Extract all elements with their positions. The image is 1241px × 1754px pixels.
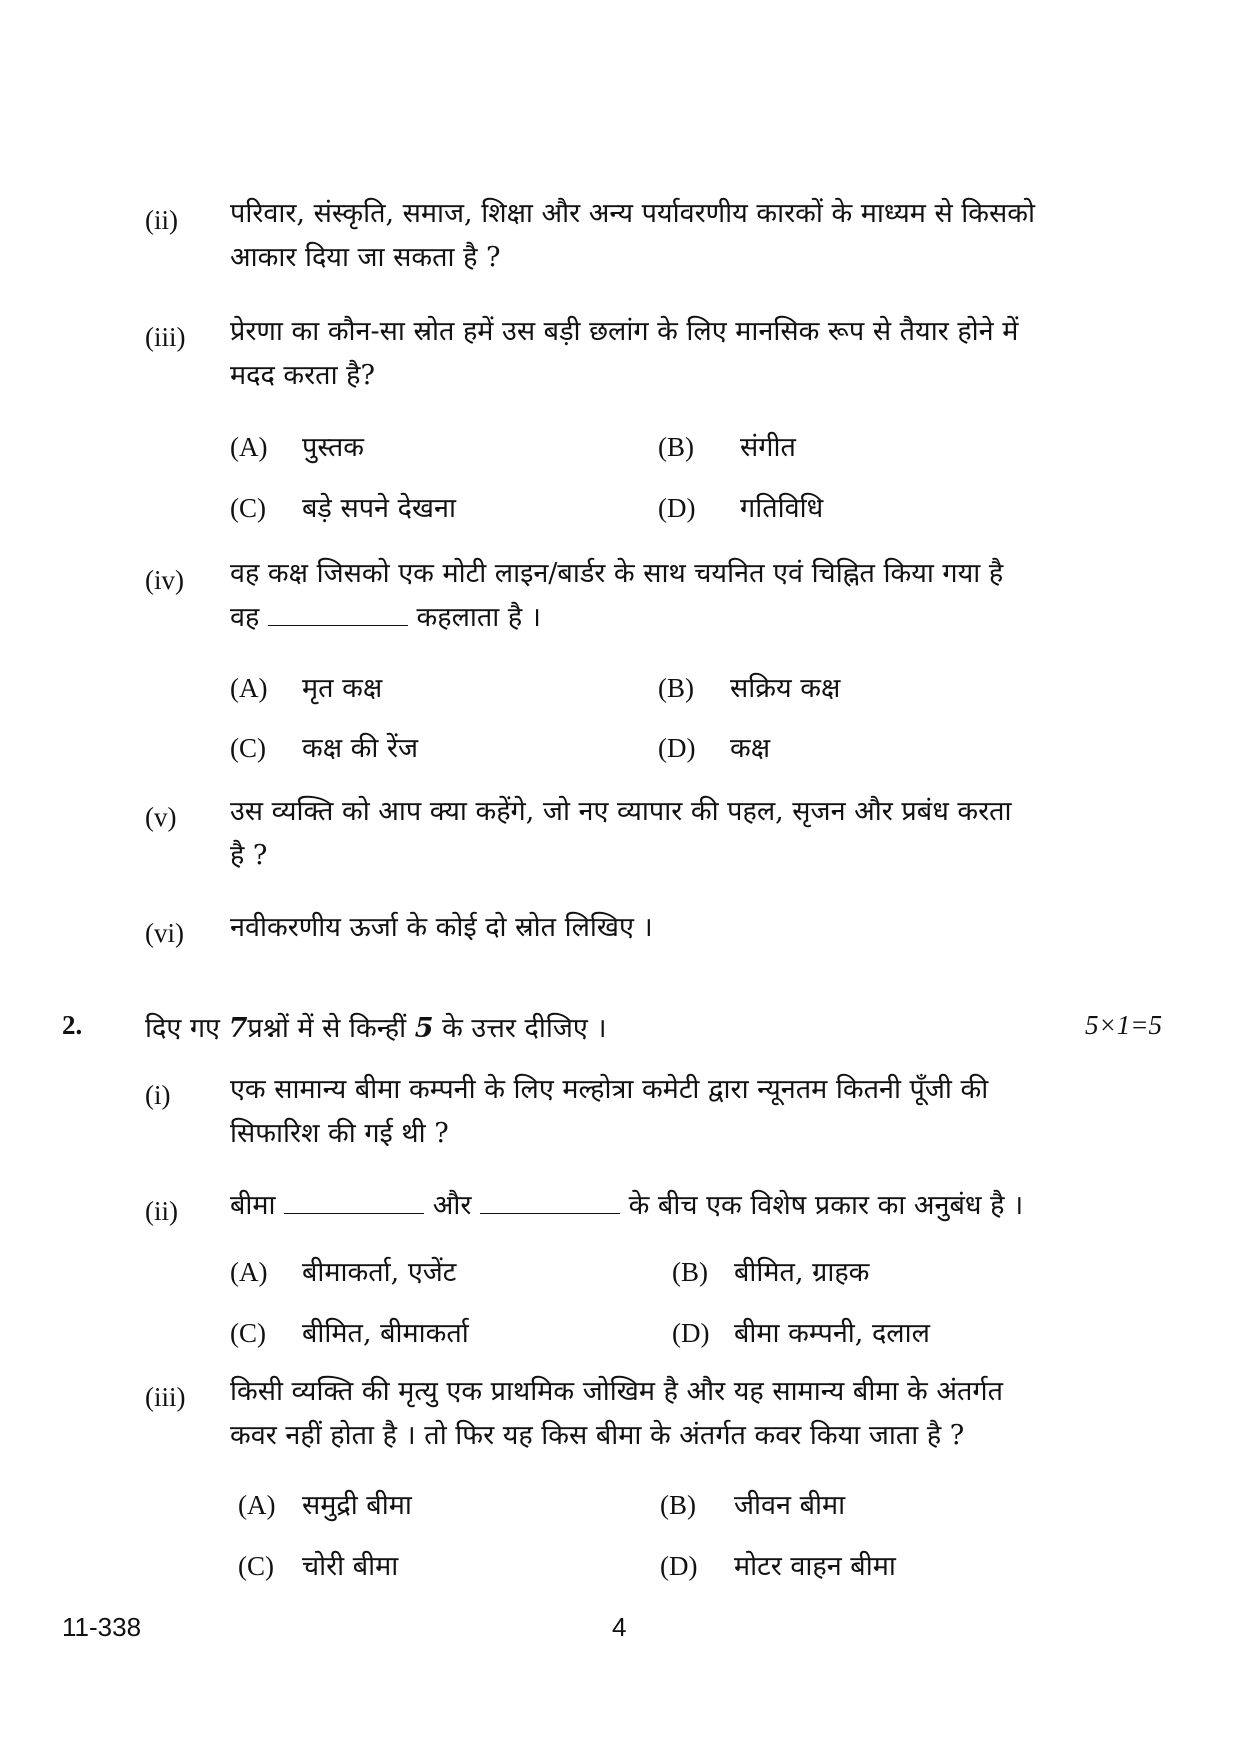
option-label: (B) (658, 673, 694, 703)
q2-iii-line1: किसी व्यक्ति की मृत्यु एक प्राथमिक जोखिम है और यह सामान्य बीमा के अंतर्गत (230, 1376, 1003, 1407)
q1-iii-number: (iii) (145, 322, 186, 352)
q2-ii-line1 (230, 1184, 1023, 1228)
option-label: (A) (230, 673, 268, 703)
q1-iii-line1: प्रेरणा का कौन-सा स्रोत हमें उस बड़ी छलांग के लिए मानसिक रूप से तैयार होने में (230, 316, 1019, 347)
option-text: जीवन बीमा (734, 1490, 846, 1521)
paper-code: 11-338 (62, 1612, 142, 1642)
q2-i-text (230, 1068, 988, 1156)
q1-vi-number: (vi) (145, 918, 184, 948)
q2-iii-number: (iii) (145, 1382, 186, 1412)
q1-ii-text (230, 192, 1035, 280)
q2-instr-post: के उत्तर दीजिए । (442, 1013, 607, 1044)
option-label: (C) (238, 1551, 274, 1581)
q1-iii-text (230, 310, 1018, 398)
q1-iv-option-d (658, 728, 770, 765)
fill-in-blank (480, 1193, 620, 1214)
q2-iii-text (230, 1370, 1003, 1458)
option-label: (A) (230, 1257, 268, 1287)
option-label: (A) (238, 1490, 276, 1520)
option-label: (C) (230, 733, 266, 763)
q2-instr-pre: दिए गए (145, 1013, 220, 1044)
q2-i-line2: सिफारिश की गई थी ? (230, 1118, 449, 1149)
option-text: संगीत (740, 432, 796, 463)
option-text: मृत कक्ष (302, 673, 383, 704)
q1-iv-option-b (658, 668, 840, 705)
option-text: चोरी बीमा (302, 1551, 399, 1582)
option-label: (D) (658, 493, 696, 523)
q1-iv-number: (iv) (145, 565, 184, 595)
fill-in-blank (284, 1193, 424, 1214)
option-text: समुद्री बीमा (302, 1490, 412, 1521)
q1-iv-text (230, 552, 1003, 640)
q1-iv-option-a (230, 668, 382, 705)
q2-ii-option-b (672, 1252, 869, 1289)
option-text: बीमा कम्पनी, दलाल (734, 1318, 930, 1349)
option-text: बड़े सपने देखना (302, 493, 457, 524)
q2-i-line1: एक सामान्य बीमा कम्पनी के लिए मल्होत्रा कमेटी द्वारा न्यूनतम कितनी पूँजी की (230, 1074, 989, 1105)
option-text: मोटर वाहन बीमा (734, 1551, 896, 1582)
option-label: (C) (230, 1318, 266, 1348)
q2-instr-count-total: 7 (228, 1013, 248, 1044)
q2-iii-option-b (660, 1485, 845, 1522)
q2-iii-option-d (660, 1546, 896, 1583)
q2-ii-pre: बीमा (230, 1190, 276, 1221)
q2-ii-number: (ii) (145, 1196, 178, 1226)
q1-v-number: (v) (145, 802, 177, 832)
q2-iii-option-a (238, 1485, 412, 1522)
option-text: कक्ष की रेंज (302, 733, 419, 764)
q1-ii-line2: आकार दिया जा सकता है ? (230, 242, 501, 273)
q1-ii-line1: परिवार, संस्कृति, समाज, शिक्षा और अन्य पर्यावरणीय कारकों के माध्यम से किसको (230, 198, 1036, 229)
option-label: (D) (658, 733, 696, 763)
option-label: (C) (230, 493, 266, 523)
option-text: पुस्तक (302, 432, 364, 463)
q2-ii-text (230, 1184, 1023, 1228)
option-label: (B) (658, 432, 694, 462)
q1-iii-option-b (658, 427, 796, 464)
option-label: (D) (672, 1318, 710, 1348)
option-text: बीमाकर्ता, एजेंट (302, 1257, 457, 1288)
q1-iii-option-c (230, 488, 456, 525)
q2-ii-option-c (230, 1313, 469, 1350)
page-number: 4 (612, 1612, 627, 1642)
q1-iv-line2 (230, 596, 1003, 640)
option-text: गतिविधि (740, 493, 824, 524)
q2-iii-option-c (238, 1546, 398, 1583)
q1-iii-option-a (230, 427, 364, 464)
q1-v-line1: उस व्यक्ति को आप क्या कहेंगे, जो नए व्यापार की पहल, सृजन और प्रबंध करता (230, 796, 1012, 827)
option-text: बीमित, ग्राहक (734, 1257, 870, 1288)
q2-ii-option-a (230, 1252, 456, 1289)
q1-vi-line1: नवीकरणीय ऊर्जा के कोई दो स्रोत लिखिए । (230, 912, 653, 943)
fill-in-blank (268, 605, 408, 626)
q1-iv-option-c (230, 728, 418, 765)
q1-v-line2: है ? (230, 840, 268, 871)
q1-v-text (230, 790, 1012, 878)
option-text: सक्रिय कक्ष (730, 673, 841, 704)
q2-ii-option-d (672, 1313, 930, 1350)
q2-ii-post: के बीच एक विशेष प्रकार का अनुबंध है । (628, 1190, 1024, 1221)
q2-ii-mid: और (432, 1190, 472, 1221)
q2-instruction (145, 1008, 607, 1045)
option-label: (A) (230, 432, 268, 462)
option-label: (B) (672, 1257, 708, 1287)
q2-iii-line2: कवर नहीं होता है । तो फिर यह किस बीमा के अंतर्गत कवर किया जाता है ? (230, 1420, 965, 1451)
q2-instr-count-required: 5 (414, 1013, 434, 1044)
q1-iv-line1: वह कक्ष जिसको एक मोटी लाइन/बार्डर के साथ चयनित एवं चिह्नित किया गया है (230, 558, 1004, 589)
q1-ii-number: (ii) (145, 205, 178, 235)
q2-number: 2. (62, 1010, 83, 1040)
q1-iv-line2-post: कहलाता है । (416, 602, 542, 633)
q2-i-number: (i) (145, 1080, 171, 1110)
q1-iii-option-d (658, 488, 823, 525)
q1-iii-line2: मदद करता है? (230, 360, 375, 391)
option-label: (B) (660, 1490, 696, 1520)
q1-iv-line2-pre: वह (230, 602, 260, 633)
q2-instr-mid: प्रश्नों में से किन्हीं (247, 1013, 407, 1044)
option-text: कक्ष (730, 733, 771, 764)
q1-vi-text (230, 906, 653, 950)
q2-marks: 5×1=5 (1085, 1010, 1162, 1040)
option-text: बीमित, बीमाकर्ता (302, 1318, 469, 1349)
option-label: (D) (660, 1551, 698, 1581)
